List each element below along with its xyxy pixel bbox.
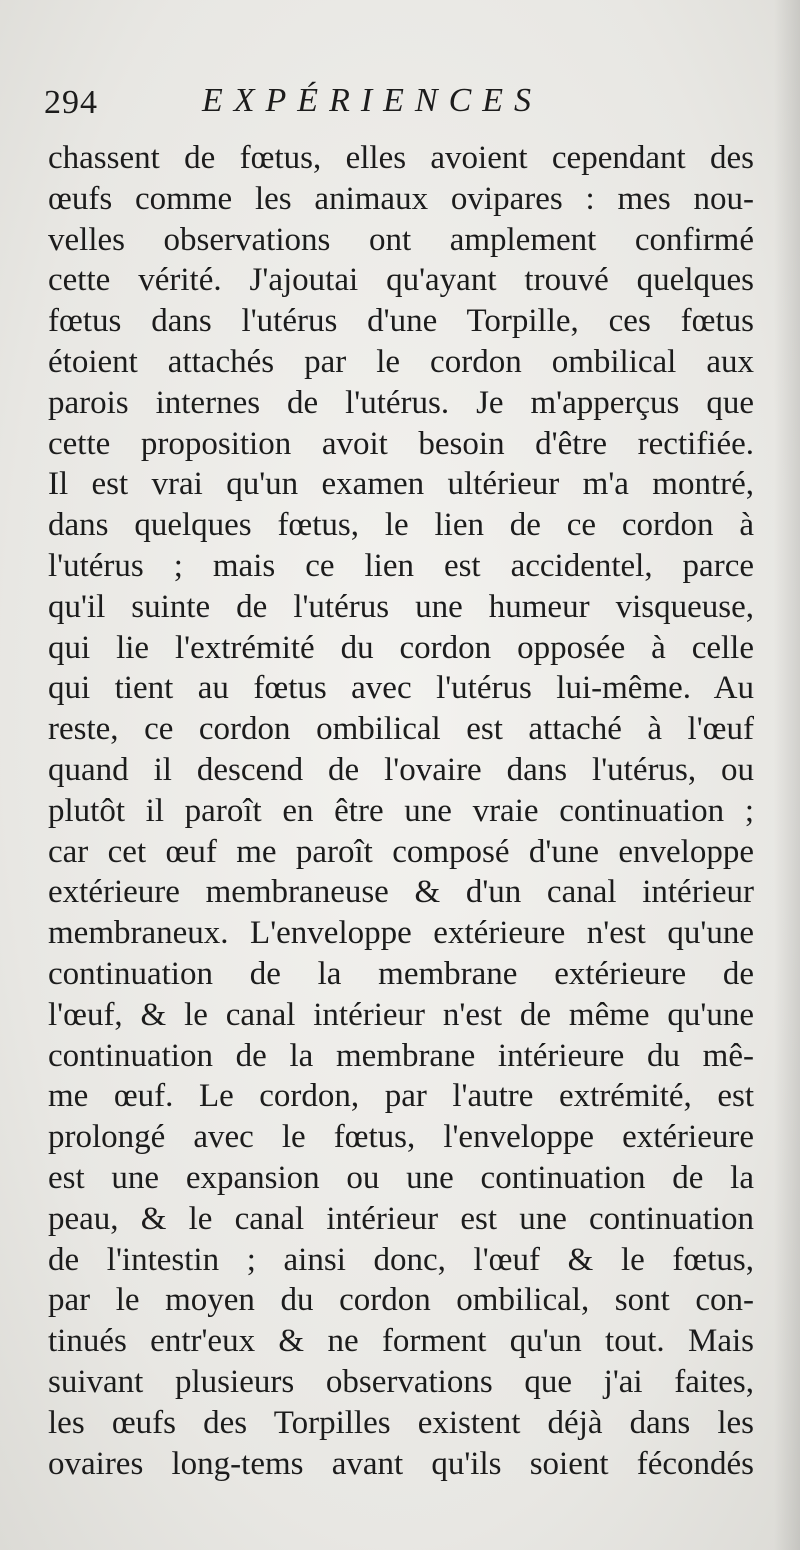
text-line: reste, ce cordon ombilical est attaché à l'œuf: [48, 711, 754, 748]
text-line: qui tient au fœtus avec l'utérus lui-même. Au: [48, 670, 754, 707]
text-line: parois internes de l'utérus. Je m'apperçus que: [48, 384, 754, 421]
text-line: cette proposition avoit besoin d'être rectifiée.: [48, 425, 754, 462]
text-line: chassent de fœtus, elles avoient cependant des: [48, 140, 754, 176]
text-line: car cet œuf me paroît composé d'une enveloppe: [48, 833, 754, 870]
text-line: de l'intestin ; ainsi donc, l'œuf & le fœtus,: [48, 1241, 754, 1278]
text-line: me œuf. Le cordon, par l'autre extrémité, est: [48, 1078, 754, 1115]
text-line: l'œuf, & le canal intérieur n'est de même qu'une: [48, 996, 754, 1033]
text-line: l'utérus ; mais ce lien est accidentel, parce: [48, 547, 754, 584]
running-head: [44, 82, 764, 126]
text-line: quand il descend de l'ovaire dans l'utérus, ou: [48, 751, 754, 788]
text-line: cette vérité. J'ajoutai qu'ayant trouvé quelques: [48, 262, 754, 299]
text-line: par le moyen du cordon ombilical, sont con-: [48, 1282, 754, 1319]
text-line: plutôt il paroît en être une vraie continuation ;: [48, 792, 754, 829]
text-line: Il est vrai qu'un examen ultérieur m'a montré,: [48, 466, 754, 503]
text-line: ovaires long-tems avant qu'ils soient fécondés: [48, 1445, 754, 1482]
text-line: œufs comme les animaux ovipares : mes nou-: [48, 180, 754, 217]
text-line: suivant plusieurs observations que j'ai faites,: [48, 1363, 754, 1400]
text-line: membraneux. L'enveloppe extérieure n'est qu'une: [48, 915, 754, 952]
text-line: tinués entr'eux & ne forment qu'un tout. Mais: [48, 1323, 754, 1360]
text-line: dans quelques fœtus, le lien de ce cordon à: [48, 507, 754, 544]
text-line: est une expansion ou une continuation de la: [48, 1159, 754, 1196]
text-line: continuation de la membrane extérieure de: [48, 955, 754, 992]
text-line: les œufs des Torpilles existent déjà dans les: [48, 1404, 754, 1441]
text-line: peau, & le canal intérieur est une continuation: [48, 1200, 754, 1237]
text-line: fœtus dans l'utérus d'une Torpille, ces fœtus: [48, 303, 754, 340]
running-head-title: EXPÉRIENCES: [202, 82, 543, 119]
text-line: qu'il suinte de l'utérus une humeur visqueuse,: [48, 588, 754, 625]
text-line: extérieure membraneuse & d'un canal intérieur: [48, 874, 754, 911]
page-number: 294: [44, 84, 98, 121]
text-line: qui lie l'extrémité du cordon opposée à celle: [48, 629, 754, 666]
text-line: continuation de la membrane intérieure du mê-: [48, 1037, 754, 1074]
text-line: étoient attachés par le cordon ombilical aux: [48, 343, 754, 380]
text-line: prolongé avec le fœtus, l'enveloppe extérieure: [48, 1119, 754, 1156]
text-line: velles observations ont amplement confirmé: [48, 221, 754, 258]
body-text: [48, 138, 754, 1484]
